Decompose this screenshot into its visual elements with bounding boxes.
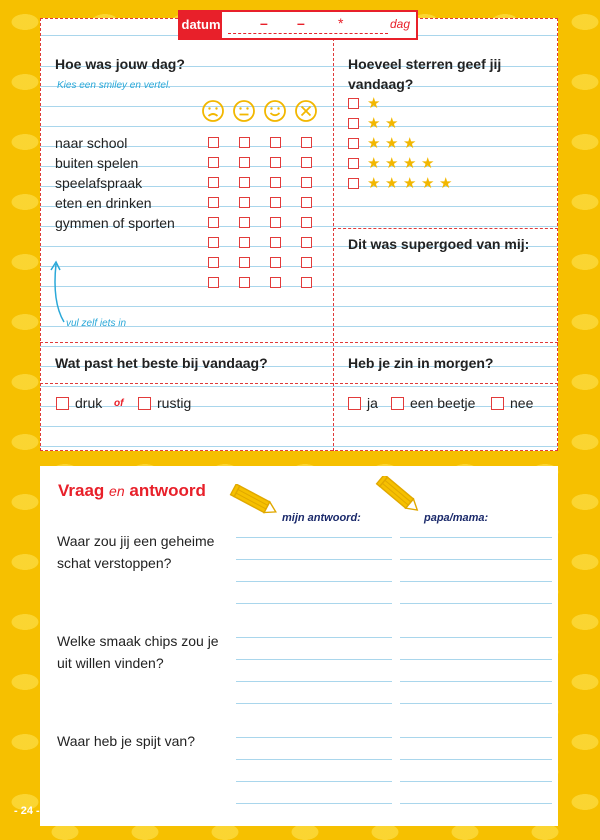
neutral-face-icon: [232, 99, 256, 123]
date-bar: [178, 10, 418, 40]
checkbox[interactable]: [239, 157, 250, 168]
checkbox-calm[interactable]: [138, 397, 151, 410]
activity-label: naar school: [55, 135, 128, 151]
answer-line[interactable]: [236, 581, 392, 582]
star-icon: ★: [367, 135, 381, 152]
checkbox[interactable]: [208, 257, 219, 268]
checkbox[interactable]: [270, 157, 281, 168]
date-separator: –: [297, 15, 305, 31]
day-heading: Hoe was jouw dag?: [55, 56, 185, 72]
activity-label: speelafspraak: [55, 175, 143, 191]
star-icon: ★: [367, 155, 381, 172]
answer-line[interactable]: [400, 703, 552, 704]
answer-line[interactable]: [400, 581, 552, 582]
checkbox[interactable]: [208, 137, 219, 148]
star-icon: ★: [367, 115, 381, 132]
answer-line[interactable]: [236, 537, 392, 538]
activity-label: buiten spelen: [55, 155, 139, 171]
activity-label: gymmen of sporten: [55, 215, 175, 231]
answer-line[interactable]: [400, 637, 552, 638]
qa-title: [58, 481, 206, 501]
star-icon: ★: [385, 115, 399, 132]
star-icon: ★: [385, 155, 399, 172]
question-1: [57, 530, 232, 574]
answer-line[interactable]: [400, 803, 552, 804]
checkbox[interactable]: [239, 217, 250, 228]
checkbox[interactable]: [208, 157, 219, 168]
checkbox[interactable]: [208, 277, 219, 288]
answer-line[interactable]: [236, 559, 392, 560]
answer-line[interactable]: [236, 659, 392, 660]
row-divider-top: [40, 342, 558, 343]
qa-title-part: en: [109, 483, 125, 499]
answer-line[interactable]: [236, 603, 392, 604]
my-answer-label: mijn antwoord:: [282, 512, 361, 524]
date-star: *: [338, 15, 344, 31]
checkbox[interactable]: [208, 217, 219, 228]
stars-heading: Hoeveel sterren geef jij: [348, 56, 502, 72]
date-label: datum: [180, 12, 222, 38]
answer-line[interactable]: [400, 537, 552, 538]
tomorrow-heading: Heb je zin in morgen?: [348, 355, 494, 371]
checkbox[interactable]: [301, 157, 312, 168]
checkbox[interactable]: [270, 197, 281, 208]
checkbox[interactable]: [270, 137, 281, 148]
pencil-icon: [228, 484, 282, 520]
question-text: uit willen vinden?: [57, 655, 164, 671]
checkbox[interactable]: [270, 277, 281, 288]
page-number-value: 24: [20, 805, 33, 817]
answer-line[interactable]: [400, 759, 552, 760]
answer-line[interactable]: [236, 759, 392, 760]
answer-line[interactable]: [400, 603, 552, 604]
answer-line[interactable]: [400, 659, 552, 660]
question-text: Waar heb je spijt van?: [57, 733, 195, 749]
option-busy: druk: [75, 395, 103, 411]
answer-line[interactable]: [400, 737, 552, 738]
checkbox[interactable]: [208, 197, 219, 208]
checkbox[interactable]: [208, 177, 219, 188]
checkbox[interactable]: [301, 277, 312, 288]
answer-line[interactable]: [236, 803, 392, 804]
column-divider: [333, 18, 334, 451]
fill-in-hint: vul zelf iets in: [66, 318, 127, 329]
page-number: - 24 -: [14, 805, 40, 817]
checkbox-no[interactable]: [491, 397, 504, 410]
answer-line[interactable]: [236, 681, 392, 682]
activity-label: eten en drinken: [55, 195, 152, 211]
question-2: [57, 630, 232, 674]
option-calm: rustig: [157, 395, 192, 411]
star-rating-checkbox[interactable]: [348, 178, 359, 189]
fits-heading: Wat past het beste bij vandaag?: [55, 355, 268, 371]
date-day-label: dag: [389, 17, 410, 31]
row-divider-right: [333, 228, 558, 229]
date-separator: –: [260, 15, 268, 31]
star-icon: ★: [403, 155, 417, 172]
star-icon: ★: [385, 135, 399, 152]
checkbox[interactable]: [301, 217, 312, 228]
cross-icon: [294, 99, 318, 123]
row-divider-middle: [40, 383, 558, 384]
checkbox[interactable]: [239, 197, 250, 208]
star-icon: ★: [367, 175, 381, 192]
qa-title-part: antwoord: [129, 481, 206, 500]
checkbox[interactable]: [239, 277, 250, 288]
star-icon: ★: [403, 135, 417, 152]
star-icon: ★: [403, 175, 417, 192]
question-text: Welke smaak chips zou je: [57, 633, 219, 649]
great-heading: Dit was supergoed van mij:: [348, 236, 530, 252]
answer-line[interactable]: [400, 681, 552, 682]
answer-line[interactable]: [236, 703, 392, 704]
checkbox-busy[interactable]: [56, 397, 69, 410]
answer-line[interactable]: [236, 781, 392, 782]
checkbox[interactable]: [239, 257, 250, 268]
option-a-bit: een beetje: [410, 395, 476, 411]
option-no: nee: [510, 395, 534, 411]
pencil-icon: [372, 476, 426, 516]
checkbox[interactable]: [301, 137, 312, 148]
sad-face-icon: [201, 99, 225, 123]
date-input-line[interactable]: [228, 33, 388, 34]
stars-heading-continued: vandaag?: [348, 76, 414, 92]
question-text: schat verstoppen?: [57, 555, 172, 571]
qa-title-part: Vraag: [58, 481, 105, 500]
question-text: Waar zou jij een geheime: [57, 533, 215, 549]
day-hint: Kies een smiley en vertel.: [57, 80, 171, 91]
checkbox[interactable]: [239, 237, 250, 248]
checkbox[interactable]: [270, 257, 281, 268]
checkbox-a-bit[interactable]: [391, 397, 404, 410]
answer-line[interactable]: [400, 559, 552, 560]
checkbox[interactable]: [270, 237, 281, 248]
star-icon: ★: [367, 95, 381, 112]
parent-answer-label: papa/mama:: [424, 512, 489, 524]
checkbox[interactable]: [208, 237, 219, 248]
star-rating-checkbox[interactable]: [348, 138, 359, 149]
answer-line[interactable]: [236, 737, 392, 738]
happy-face-icon: [263, 99, 287, 123]
checkbox[interactable]: [301, 177, 312, 188]
checkbox[interactable]: [301, 237, 312, 248]
star-icon: ★: [439, 175, 453, 192]
or-label: of: [114, 398, 124, 409]
star-icon: ★: [385, 175, 399, 192]
checkbox[interactable]: [301, 197, 312, 208]
checkbox[interactable]: [270, 177, 281, 188]
star-rating-checkbox[interactable]: [348, 158, 359, 169]
checkbox-yes[interactable]: [348, 397, 361, 410]
checkbox[interactable]: [270, 217, 281, 228]
answer-line[interactable]: [236, 637, 392, 638]
star-icon: ★: [421, 175, 435, 192]
star-rating-checkbox[interactable]: [348, 98, 359, 109]
checkbox[interactable]: [301, 257, 312, 268]
checkbox[interactable]: [239, 177, 250, 188]
answer-line[interactable]: [400, 781, 552, 782]
checkbox[interactable]: [239, 137, 250, 148]
star-icon: ★: [421, 155, 435, 172]
option-yes: ja: [367, 395, 378, 411]
question-3: [57, 730, 232, 752]
star-rating-checkbox[interactable]: [348, 118, 359, 129]
